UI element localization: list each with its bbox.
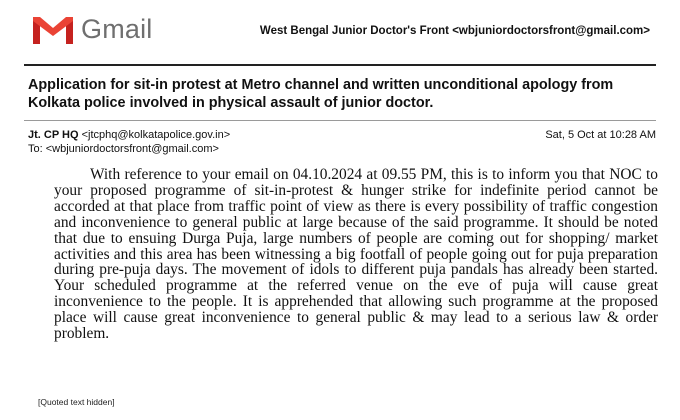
account-identity: West Bengal Junior Doctor's Front <wbjuniordoctorsfront@gmail.com> [259, 25, 650, 37]
gmail-logo[interactable] [33, 14, 153, 45]
email-body: With reference to your email on 04.10.2024 at 09.55 PM, this is to inform you that NOC to your proposed programme of sit-in-protest & hunger strike for indefinite period cannot be accorded at that place from traffic point of view as there is every possibility of traffic congestion and inconvenience to general public at large because of the said programme. It should be noted that due to ensuing Durga Puja, large numbers of people are coming out for shopping/ market activities and this area has been witnessing a big footfall of people going out for puja preparation during pre-puja days. The movement of idols to different puja pandals has already been started. Your scheduled programme at the referred venue on the eve of puja will cause great inconvenience to the people. It is apprehended that allowing such programme at the proposed place will cause great inconvenience to general public & may lead to a serious law & order problem. [54, 166, 658, 343]
sender-name: Jt. CP HQ [28, 129, 79, 141]
quoted-text-toggle[interactable]: [Quoted text hidden] [38, 397, 115, 407]
sender-row [28, 128, 656, 142]
gmail-envelope-icon [33, 15, 73, 45]
email-date: Sat, 5 Oct at 10:28 AM [545, 129, 656, 141]
gmail-header [0, 0, 680, 62]
recipient-row: To: <wbjuniordoctorsfront@gmail.com> [28, 143, 219, 155]
header-divider [24, 64, 656, 66]
email-subject: Application for sit-in protest at Metro channel and written unconditional apology from Kolkata police involved in physical assault of junior doctor. [28, 77, 614, 111]
gmail-logo-text: Gmail [81, 14, 153, 44]
subject-divider [24, 120, 656, 121]
sender-address: <jtcphq@kolkatapolice.gov.in> [81, 129, 231, 141]
